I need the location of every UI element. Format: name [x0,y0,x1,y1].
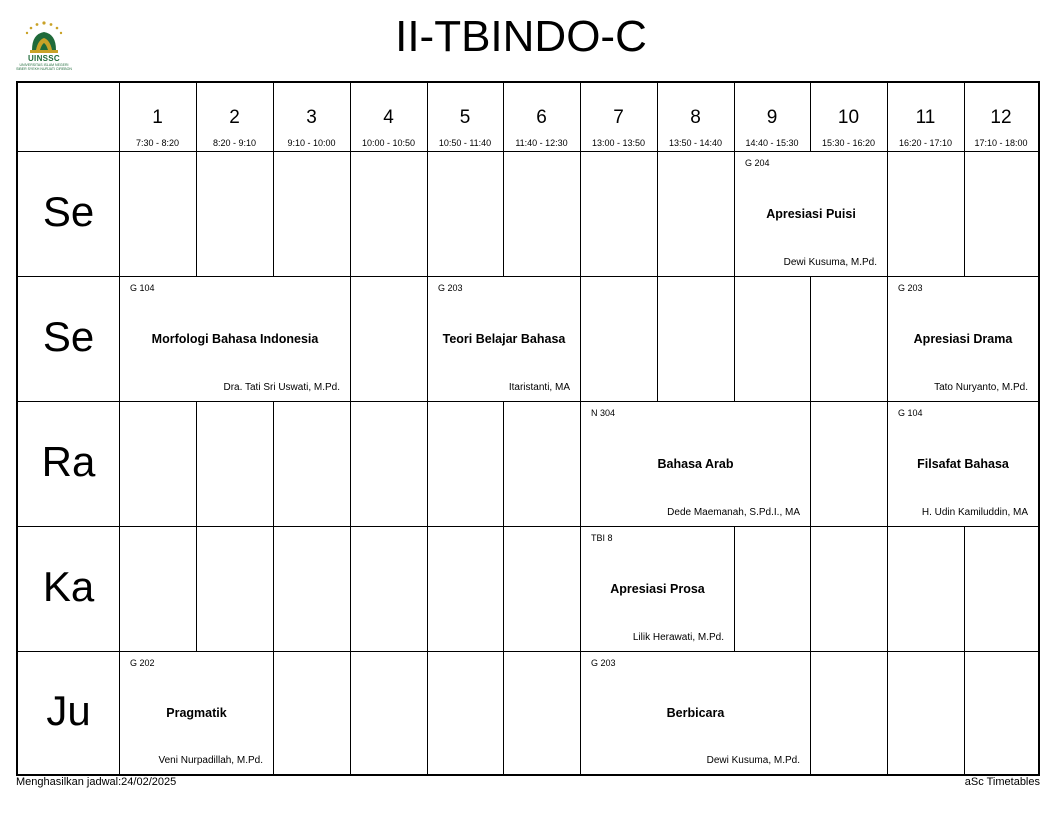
cell-divider [427,151,428,276]
period-time: 14:40 - 15:30 [745,138,799,148]
lesson-subject: Morfologi Bahasa Indonesia [151,331,319,346]
period-time: 9:10 - 10:00 [287,138,336,148]
cell-divider [196,401,197,526]
period-number: 8 [690,107,701,128]
period-time: 7:30 - 8:20 [135,138,180,148]
period-number: 5 [459,107,471,128]
cell-divider [810,651,811,774]
period-number: 3 [306,107,317,128]
cell-divider [350,526,351,651]
lesson-room: N 304 [591,408,616,418]
cell-divider [273,151,274,276]
period-header [503,83,580,151]
lesson-subject: Berbicara [666,705,725,720]
timetable-title: II-TBINDO-C [395,12,647,61]
period-header [427,83,503,151]
period-number: 1 [152,107,163,128]
cell-divider [810,526,811,651]
column-divider [350,83,351,151]
period-time: 10:50 - 11:40 [438,138,492,148]
cell-divider [810,401,811,526]
period-header [810,83,887,151]
day-name: Se [42,312,95,360]
cell-divider [734,526,735,651]
column-divider [273,83,274,151]
cell-divider [196,526,197,651]
cell-divider [350,651,351,774]
period-header [119,83,196,151]
period-time: 13:00 - 13:50 [591,138,646,148]
lesson-cell[interactable] [120,652,273,774]
period-number: 6 [536,107,547,128]
period-header [580,83,657,151]
brand-label: aSc Timetables [964,776,1040,788]
cell-divider [887,651,888,774]
cell-divider [350,276,351,401]
lesson-room: G 203 [591,658,616,668]
period-number: 12 [990,107,1012,128]
cell-divider [273,401,274,526]
cell-divider [810,276,811,401]
day-label [18,526,119,651]
lesson-cell[interactable] [120,277,350,401]
lesson-cell[interactable] [888,277,1038,401]
lesson-cell[interactable] [581,527,734,651]
column-divider [887,83,888,151]
day-name: Ra [41,437,96,485]
cell-divider [427,526,428,651]
lesson-room: TBI 8 [591,533,613,543]
lesson-teacher: H. Udin Kamiluddin, MA [921,507,1028,518]
cell-divider [964,151,965,276]
period-header [964,83,1038,151]
period-header [273,83,350,151]
day-label [18,276,119,401]
period-header [887,83,964,151]
period-time: 8:20 - 9:10 [212,138,257,148]
column-divider [580,83,581,151]
cell-divider [503,151,504,276]
lesson-cell[interactable] [888,402,1038,526]
period-number: 7 [613,107,624,128]
cell-divider [350,151,351,276]
period-time: 17:10 - 18:00 [974,138,1028,148]
cell-divider [350,401,351,526]
period-header [657,83,734,151]
cell-divider [964,651,965,774]
cell-divider [427,651,428,774]
row-divider [18,401,1038,402]
cell-divider [503,526,504,651]
generated-date: Menghasilkan jadwal:24/02/2025 [16,776,177,788]
cell-divider [503,651,504,774]
lesson-teacher: Tato Nuryanto, M.Pd. [934,382,1028,393]
cell-divider [273,651,274,774]
period-time: 11:40 - 12:30 [515,138,568,148]
column-divider [427,83,428,151]
day-name: Ka [42,562,95,610]
column-divider [503,83,504,151]
day-name: Se [42,187,95,235]
day-label [18,651,119,774]
lesson-subject: Pragmatik [166,705,227,720]
lesson-cell[interactable] [581,652,810,774]
lesson-cell[interactable] [735,152,887,276]
day-label [18,151,119,276]
lesson-teacher: Itaristanti, MA [508,382,570,393]
period-time: 15:30 - 16:20 [821,138,876,148]
cell-divider [580,151,581,276]
period-number: 4 [383,107,394,128]
timetable-grid [16,81,1040,776]
cell-divider [196,151,197,276]
row-divider [18,526,1038,527]
lesson-subject: Apresiasi Puisi [766,206,856,221]
lesson-room: G 202 [130,658,155,668]
period-number: 9 [766,107,778,128]
period-number: 11 [915,107,936,128]
lesson-teacher: Dede Maemanah, S.Pd.I., MA [667,507,800,518]
lesson-teacher: Dra. Tati Sri Uswati, M.Pd. [223,382,340,393]
column-divider [734,83,735,151]
logo-subtext: UNIVERSITAS ISLAM NEGERI SIBER SYEKH NURJATI CIREBON [16,63,72,71]
lesson-room: G 203 [438,283,463,293]
period-time: 16:20 - 17:10 [898,138,953,148]
lesson-subject: Teori Belajar Bahasa [442,331,566,346]
lesson-room: G 104 [898,408,923,418]
lesson-teacher: Veni Nurpadillah, M.Pd. [158,755,263,766]
lesson-subject: Filsafat Bahasa [917,456,1009,471]
lesson-cell[interactable] [581,402,810,526]
column-divider [964,83,965,151]
period-number: 10 [837,107,860,128]
period-time: 13:50 - 14:40 [668,138,723,148]
lesson-subject: Bahasa Arab [657,456,734,471]
cell-divider [580,276,581,401]
cell-divider [427,401,428,526]
cell-divider [887,526,888,651]
period-header [196,83,273,151]
period-number: 2 [229,107,240,128]
day-label [18,401,119,526]
column-divider [657,83,658,151]
cell-divider [657,276,658,401]
period-time: 10:00 - 10:50 [361,138,416,148]
logo-text: UINSSC [27,54,61,63]
cell-divider [657,151,658,276]
lesson-teacher: Dewi Kusuma, M.Pd. [706,755,800,766]
period-header [734,83,810,151]
lesson-room: G 104 [130,283,155,293]
lesson-subject: Apresiasi Drama [913,331,1013,346]
lesson-teacher: Dewi Kusuma, M.Pd. [783,257,877,268]
cell-divider [273,526,274,651]
cell-divider [964,526,965,651]
lesson-room: G 204 [745,158,770,168]
lesson-room: G 203 [898,283,923,293]
day-name: Ju [46,686,91,734]
period-header [350,83,427,151]
column-divider [196,83,197,151]
lesson-teacher: Lilik Herawati, M.Pd. [632,632,724,643]
cell-divider [503,401,504,526]
column-divider [810,83,811,151]
cell-divider [887,151,888,276]
cell-divider [734,276,735,401]
lesson-cell[interactable] [428,277,580,401]
lesson-subject: Apresiasi Prosa [610,581,705,596]
